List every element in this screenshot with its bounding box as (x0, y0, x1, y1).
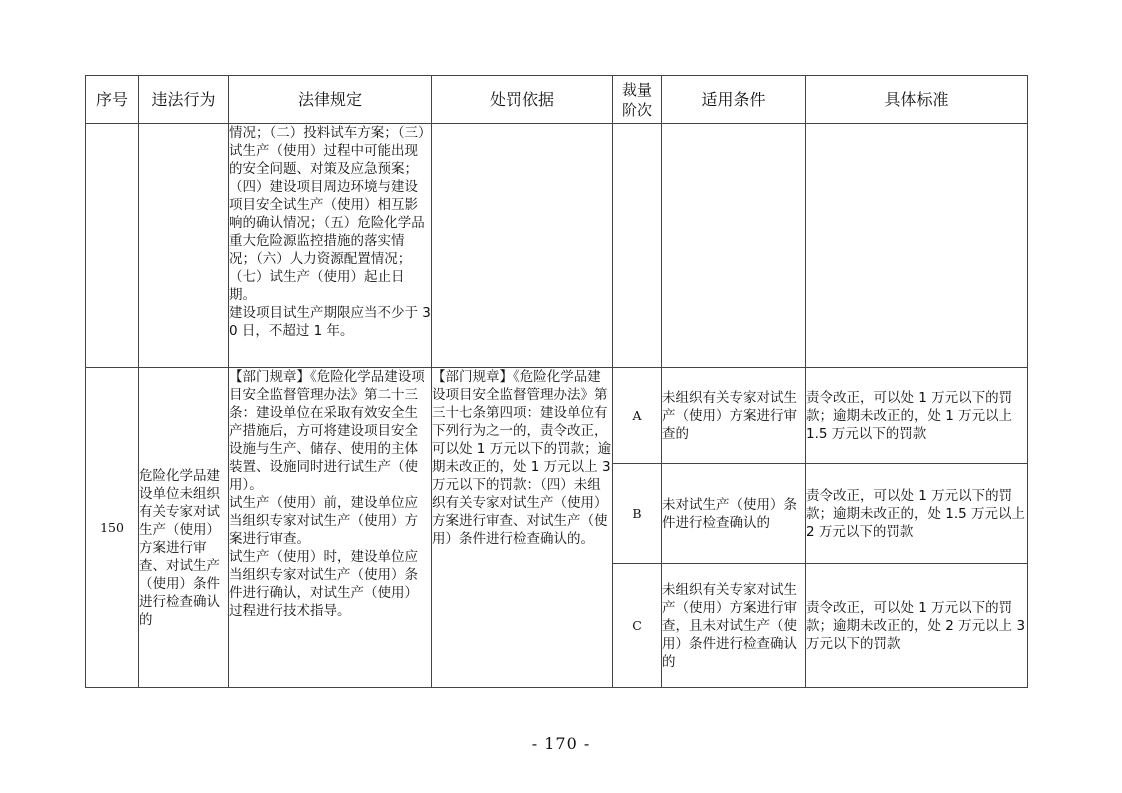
cont-standard-cell (806, 124, 1028, 368)
law-paragraph-1: 【部门规章】《危险化学品建设项目安全监督管理办法》第二十三条：建设单位在采取有效安全生产措施后，方可将建设项目安全设施与生产、储存、使用的主体装置、设施同时进行试生产（使用）。 (229, 369, 425, 493)
page-number: - 170 - (531, 734, 591, 753)
header-standard: 具体标准 (806, 76, 1028, 124)
standard-cell-c: 责令改正，可以处 1 万元以下的罚款；逾期未改正的，处 2 万元以上 3 万元以下的罚款 (806, 564, 1028, 688)
violation-cell: 危险化学品建设单位未组织有关专家对试生产（使用）方案进行审查、对试生产（使用）条件进行检查确认的 (139, 368, 229, 688)
header-condition: 适用条件 (662, 76, 806, 124)
cont-law-paragraph-2: 建设项目试生产期限应当不少于 30 日，不超过 1 年。 (229, 305, 431, 339)
law-cell (229, 368, 432, 688)
cont-violation-cell (139, 124, 229, 368)
condition-cell-c: 未组织有关专家对试生产（使用）方案进行审查，且未对试生产（使用）条件进行检查确认的 (662, 564, 806, 688)
level-cell-c: C (613, 564, 662, 688)
condition-cell-b: 未对试生产（使用）条件进行检查确认的 (662, 464, 806, 564)
header-level (613, 76, 662, 124)
cont-seq-cell (86, 124, 139, 368)
law-paragraph-2: 试生产（使用）前，建设单位应当组织专家对试生产（使用）方案进行审查。 (229, 495, 418, 547)
standard-cell-a: 责令改正，可以处 1 万元以下的罚款；逾期未改正的，处 1 万元以上 1.5 万元以下的罚款 (806, 368, 1028, 464)
standard-cell-b: 责令改正，可以处 1 万元以下的罚款；逾期未改正的，处 1.5 万元以上 2 万元以下的罚款 (806, 464, 1028, 564)
level-cell-b: B (613, 464, 662, 564)
header-violation: 违法行为 (139, 76, 229, 124)
cont-level-cell (613, 124, 662, 368)
header-basis: 处罚依据 (432, 76, 613, 124)
cont-law-cell (229, 124, 432, 368)
header-law: 法律规定 (229, 76, 432, 124)
basis-cell: 【部门规章】《危险化学品建设项目安全监督管理办法》第三十七条第四项：建设单位有下列行为之一的，责令改正，可以处 1 万元以下的罚款；逾期未改正的，处 1 万元以上 3 万元以下的罚款：（四）未组织有关专家对试生产（使用）方案进行审查、对试生产（使用）条件进行检查确认的。 (432, 368, 613, 688)
continuation-row (86, 124, 1028, 368)
header-level-text: 裁量阶次 (621, 80, 652, 119)
header-seq: 序号 (86, 76, 139, 124)
cont-law-paragraph-1: 情况；（二）投料试车方案；（三）试生产（使用）过程中可能出现的安全问题、对策及应急预案；（四）建设项目周边环境与建设项目安全试生产（使用）相互影响的确认情况；（五）危险化学品重大危险源监控措施的落实情况；（六）人力资源配置情况；（七）试生产（使用）起止日期。 (229, 125, 425, 303)
header-row (86, 76, 1028, 124)
penalty-table (85, 75, 1028, 688)
level-cell-a: A (613, 368, 662, 464)
cont-basis-cell (432, 124, 613, 368)
cont-condition-cell (662, 124, 806, 368)
table-row-150-a (86, 368, 1028, 464)
condition-cell-a: 未组织有关专家对试生产（使用）方案进行审查的 (662, 368, 806, 464)
seq-cell: 150 (86, 368, 139, 688)
law-paragraph-3: 试生产（使用）时，建设单位应当组织专家对试生产（使用）条件进行确认，对试生产（使用）过程进行技术指导。 (229, 549, 418, 619)
